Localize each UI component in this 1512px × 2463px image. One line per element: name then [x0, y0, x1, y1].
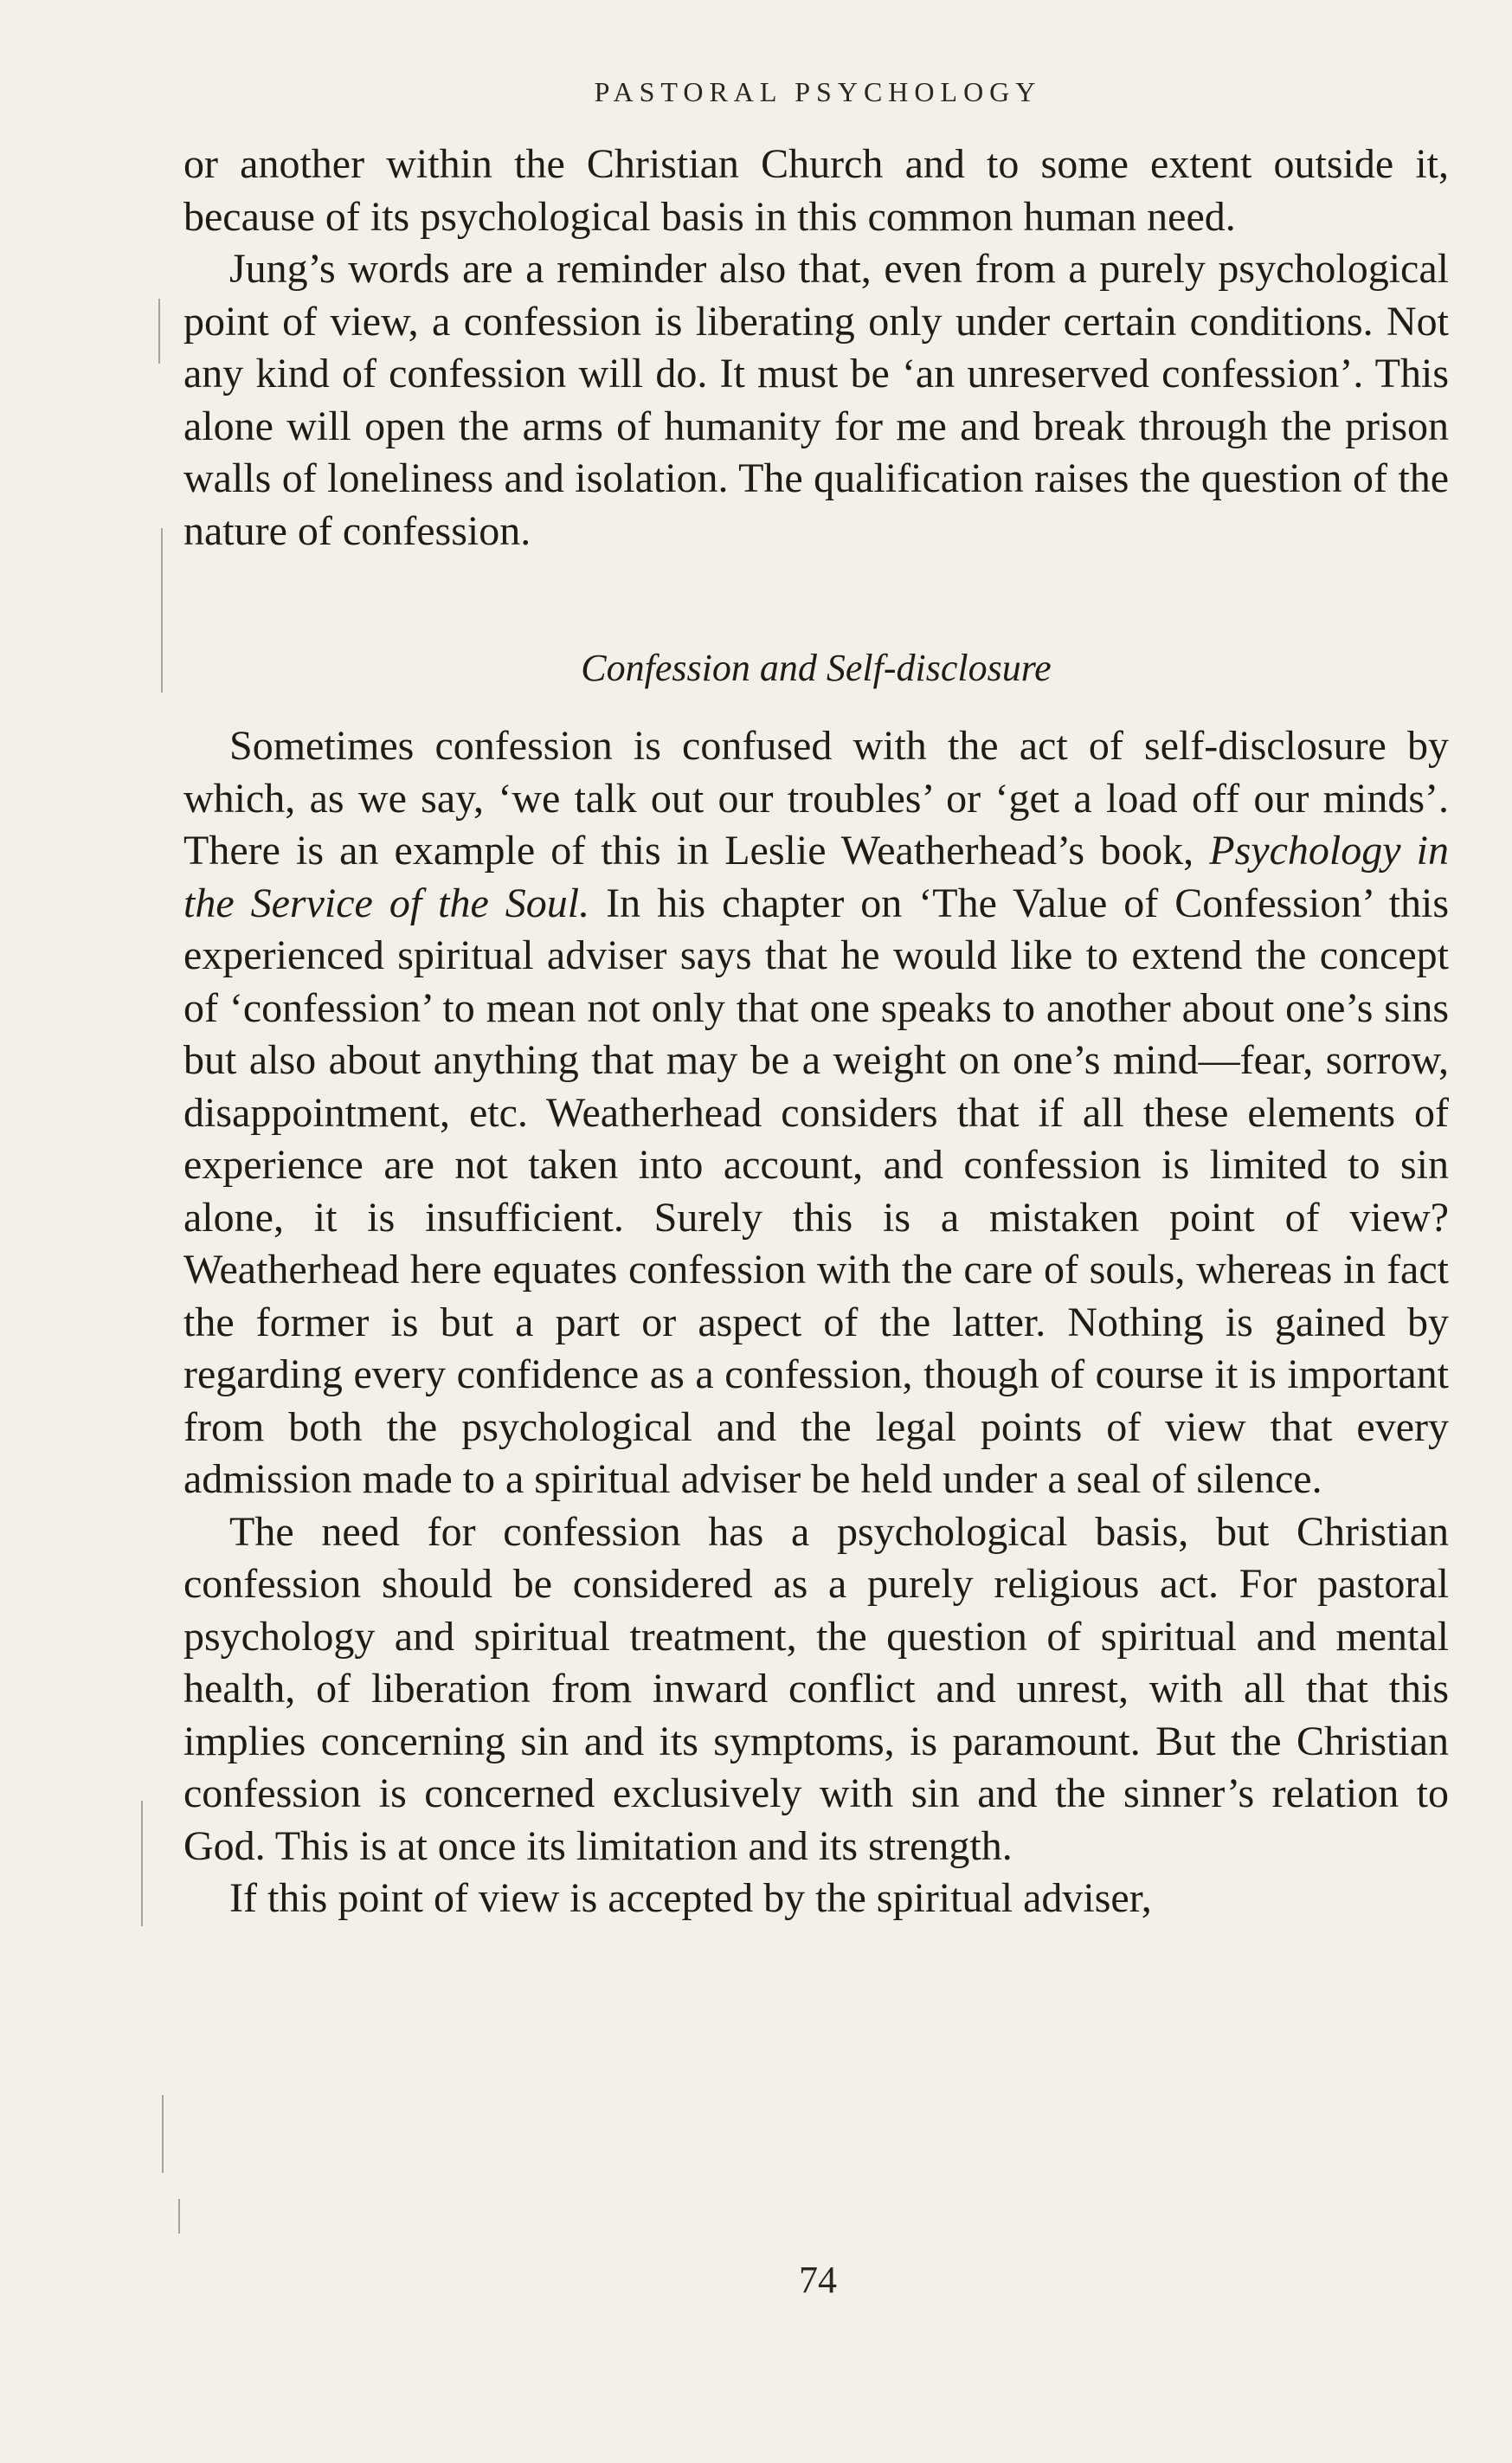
paragraph-self-disclosure [183, 720, 1449, 1506]
section-heading: Confession and Self-disclosure [581, 647, 1052, 689]
paragraph-text-after-title: In his chapter on ‘The Value of Confession’ this experienced spiritual adviser says that he would like to extend the concept of ‘confession’ to mean not only that one speaks to another about one’s sins but also about anything that may be a weight on one’s mind—fear, sorrow, disappointment, etc. Weatherhead considers that if all these elements of experience are not taken into account, and confession is limited to sin alone, it is insufficient. Surely this is a mistaken point of view? Weatherhead here equates confession with the care of souls, whereas in fact the former is but a part or aspect of the latter. Nothing is gained by regarding every confidence as a confession, though of course it is important from both the psychological and the legal points of view that every admission made to a spiritual adviser be held under a seal of silence. [183, 880, 1449, 1502]
paragraph-jung: Jung’s words are a reminder also that, even from a purely psychological point of view, a confession is liberating only under certain conditions. Not any kind of confession will do. It must be ‘an unreserved confession’. This alone will open the arms of humanity for me and break through the prison walls of loneliness and isolation. The qualification raises the question of the nature of confession. [183, 246, 1449, 554]
running-head: PASTORAL PSYCHOLOGY [594, 76, 1042, 107]
paragraph-spiritual-adviser: If this point of view is accepted by the spiritual adviser, [229, 1875, 1152, 1921]
book-title: Psychology in the Service of the Soul. [183, 828, 1449, 926]
body-text [183, 139, 1449, 1925]
margin-mark [158, 299, 160, 364]
paragraph-christian-confession: The need for confession has a psychological basis, but Christian confession should be considered as a purely religious act. For pastoral psychology and spiritual treatment, the question of spiritual and mental health, of liberation from inward conflict and unrest, with all that this implies concerning sin and its symptoms, is paramount. But the Christian confession is concerned exclusively with sin and the sinner’s relation to God. This is at once its limitation and its strength. [183, 1508, 1449, 1869]
margin-mark [178, 2199, 180, 2234]
margin-mark [162, 2095, 164, 2173]
paragraph-text-before-title: Sometimes confession is confused with the act of self-disclosure by which, as we say, ‘we talk out our troubles’ or ‘get a load off our minds’. There is an example of this in Leslie Weatherhead’s book, [183, 723, 1449, 874]
page-number: 74 [799, 2259, 837, 2301]
margin-mark [161, 528, 163, 693]
paragraph-continued: or another within the Christian Church and to some extent outside it, because of its psychological basis in this common human need. [183, 141, 1449, 240]
margin-mark [141, 1801, 143, 1926]
